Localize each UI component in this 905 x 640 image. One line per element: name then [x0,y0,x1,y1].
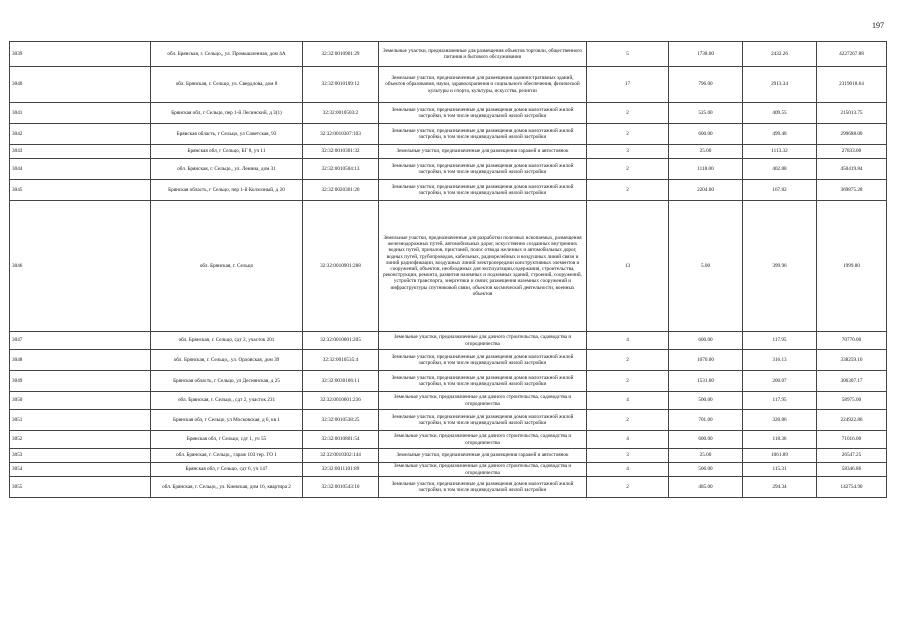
table-row [10,410,887,431]
address-cell: Брянская обл, г Сельцо, сдт 1, уч 55 [151,431,303,449]
cadastral-number-cell: 32:32:0010307:103 [303,124,379,145]
cadastral-number-cell: 32:32:0020301:20 [303,180,379,201]
category-code-cell: 2 [587,180,669,201]
land-use-cell: Земельные участки, предназначенные для размещения домов малоэтажной жилой застройки, в том числе индивидуальной жилой застройки [379,180,587,201]
cadastral-value-cell: 27833.00 [817,145,887,159]
cadastral-value-cell: 338259.10 [817,350,887,371]
address-cell: Брянская обл, г Сельцо, БГ 8, уч 11 [151,145,303,159]
cadastral-value-cell: 2319018.64 [817,67,887,103]
category-code-cell: 2 [587,103,669,124]
specific-value-cell: 294.34 [743,477,817,498]
category-code-cell: 3 [587,145,669,159]
table-row [10,371,887,392]
area-cell: 25.00 [669,145,743,159]
category-code-cell: 13 [587,201,669,332]
specific-value-cell: 200.07 [743,371,817,392]
cadastral-number-cell: 32:32:0010535:4 [303,350,379,371]
table-row [10,103,887,124]
specific-value-cell: 117.95 [743,332,817,350]
category-code-cell: 4 [587,392,669,410]
specific-value-cell: 499.48 [743,124,817,145]
specific-value-cell: 115.31 [743,463,817,477]
land-use-cell: Земельные участки, предназначенные для размещения домов малоэтажной жилой застройки, в том числе индивидуальной жилой застройки [379,371,587,392]
address-cell: обл. Брянская, г. Сельцо,, ул. Орловская, дом 39 [151,350,303,371]
address-cell: обл. Брянская, г. Сельцо,, сдт 2, участок 231 [151,392,303,410]
area-cell: 796.00 [669,67,743,103]
address-cell: обл. Брянская, г. Сельцо,, ул. Ленина, дом 31 [151,159,303,180]
land-use-cell: Земельные участки, предназначенные для дачного строительства, садоводства и огородничества [379,392,587,410]
land-use-cell: Земельные участки, предназначенные для разработки полезных ископаемых, размещения железнодорожных путей, автомобильных дорог, искусственно созданных внутренних водных путей, причалов, пристаней, полос отвода железных и автомобильных дорог, водных путей, трубопроводов, кабельных, радиорелейных и воздушных линий связи и линий радиофикации, воздушных линий электропередачи конструктивных элементов и сооружений, объектов, необходимых для эксплуатации,содержания, строительства, реконструкции, ремонта, развития наземных и подземных зданий, строений, сооружений, устройств транспорта, энергетики и связи; размещения наземных сооружений и инфраструктуры спутниковой связи, объектов космической деятельности, военных объектов [379,201,587,332]
table-row [10,449,887,463]
area-cell: 600.00 [669,332,743,350]
land-registry-table [9,41,887,498]
category-code-cell: 2 [587,124,669,145]
cadastral-value-cell: 71016.00 [817,431,887,449]
table-row [10,350,887,371]
row-number: 3049 [10,371,151,392]
specific-value-cell: 320.86 [743,410,817,431]
row-number: 3051 [10,410,151,431]
land-use-cell: Земельные участки, предназначенные для размещения объектов торговли, общественного питания и бытового обслуживания [379,42,587,67]
row-number: 3048 [10,350,151,371]
cadastral-number-cell: 32:32:0010301:32 [303,145,379,159]
address-cell: Брянская область, г Сельцо, ул Деснянская, д 25 [151,371,303,392]
row-number: 3053 [10,449,151,463]
area-cell: 1118.00 [669,159,743,180]
area-cell: 525.00 [669,103,743,124]
address-cell: обл. Брянская, г. Сельцо,, ул. Киевская, дом 16, квартира 2 [151,477,303,498]
area-cell: 600.00 [669,431,743,449]
cadastral-number-cell: 32:32:0030106:11 [303,371,379,392]
specific-value-cell: 316.13 [743,350,817,371]
row-number: 3043 [10,145,151,159]
category-code-cell: 5 [587,42,669,67]
area-cell: 485.00 [669,477,743,498]
category-code-cell: 2 [587,159,669,180]
land-use-cell: Земельные участки, предназначенные для дачного строительства, садоводства и огородничества [379,332,587,350]
cadastral-number-cell: 32:32:0011101:89 [303,463,379,477]
specific-value-cell: 1113.32 [743,145,817,159]
cadastral-number-cell: 32:32:0010901:288 [303,201,379,332]
cadastral-value-cell: 58975.00 [817,392,887,410]
category-code-cell: 3 [587,449,669,463]
land-use-cell: Земельные участки, предназначенные для дачного строительства, садоводства и огородничества [379,431,587,449]
area-cell: 5.00 [669,201,743,332]
address-cell: Брянская обл, г Сельцо, сдт 6, уч 147 [151,463,303,477]
cadastral-number-cell: 32:32:0010801:54 [303,431,379,449]
row-number: 3044 [10,159,151,180]
address-cell: обл. Брянская, г. Сельцо,, ул. Промышленная, дом 4А [151,42,303,67]
category-code-cell: 2 [587,410,669,431]
address-cell: Брянская обл, г Сельцо, ул Московская, д 6, кв 1 [151,410,303,431]
row-number: 3041 [10,103,151,124]
specific-value-cell: 118.36 [743,431,817,449]
area-cell: 500.00 [669,392,743,410]
cadastral-number-cell: 32:32:0010302:144 [303,449,379,463]
address-cell: обл. Брянская, г. Сельцо,, гараж 103 тер. ГО 1 [151,449,303,463]
area-cell: 600.00 [669,124,743,145]
area-cell: 25.00 [669,449,743,463]
table-row [10,431,887,449]
table-row [10,477,887,498]
cadastral-number-cell: 32:32:0010109:12 [303,67,379,103]
land-use-cell: Земельные участки, предназначенные для размещения домов малоэтажной жилой застройки, в том числе индивидуальной жилой застройки [379,159,587,180]
table-row [10,159,887,180]
cadastral-number-cell: 32:32:0010601:205 [303,332,379,350]
cadastral-value-cell: 142754.90 [817,477,887,498]
page-number: 197 [872,21,884,30]
specific-value-cell: 117.95 [743,392,817,410]
cadastral-number-cell: 32:32:0010601:236 [303,392,379,410]
address-cell: обл. Брянская, г. Сельцо, сдт 2, участок 201 [151,332,303,350]
cadastral-value-cell: 224922.86 [817,410,887,431]
table-row [10,392,887,410]
category-code-cell: 2 [587,477,669,498]
specific-value-cell: 399.96 [743,201,817,332]
land-use-cell: Земельные участки, предназначенные для размещения домов малоэтажной жилой застройки, в том числе индивидуальной жилой застройки [379,124,587,145]
row-number: 3042 [10,124,151,145]
land-use-cell: Земельные участки, предназначенные для размещения домов малоэтажной жилой застройки, в том числе индивидуальной жилой застройки [379,477,587,498]
row-number: 3046 [10,201,151,332]
row-number: 3039 [10,42,151,67]
row-number: 3040 [10,67,151,103]
land-use-cell: Земельные участки, предназначенные для размещения гаражей и автостоянок [379,449,587,463]
address-cell: Брянская область, г Сельцо, пер 1-й Колхозный, д 20 [151,180,303,201]
category-code-cell: 17 [587,67,669,103]
cadastral-value-cell: 1999.80 [817,201,887,332]
cadastral-value-cell: 450419.84 [817,159,887,180]
category-code-cell: 2 [587,371,669,392]
table-row [10,180,887,201]
area-cell: 2204.00 [669,180,743,201]
address-cell: обл. Брянская, г. Сельцо, ул. Свердлова, дом 8 [151,67,303,103]
area-cell: 701.00 [669,410,743,431]
cadastral-value-cell: 26547.25 [817,449,887,463]
row-number: 3054 [10,463,151,477]
cadastral-value-cell: 58346.86 [817,463,887,477]
specific-value-cell: 402.88 [743,159,817,180]
row-number: 3045 [10,180,151,201]
area-cell: 506.00 [669,463,743,477]
cadastral-value-cell: 306307.17 [817,371,887,392]
row-number: 3052 [10,431,151,449]
area-cell: 1738.00 [669,42,743,67]
specific-value-cell: 2432.26 [743,42,817,67]
row-number: 3050 [10,392,151,410]
cadastral-number-cell: 32:32:0010538:25 [303,410,379,431]
land-use-cell: Земельные участки, предназначенные для размещения домов малоэтажной жилой застройки, в том числе индивидуальной жилой застройки [379,410,587,431]
area-cell: 1531.00 [669,371,743,392]
category-code-cell: 4 [587,463,669,477]
cadastral-value-cell: 369875.28 [817,180,887,201]
row-number: 3047 [10,332,151,350]
table-row [10,145,887,159]
land-use-cell: Земельные участки, предназначенные для размещения домов малоэтажной жилой застройки, в том числе индивидуальной жилой застройки [379,103,587,124]
category-code-cell: 2 [587,350,669,371]
cadastral-number-cell: 32:32:0010543:10 [303,477,379,498]
table-row [10,42,887,67]
category-code-cell: 4 [587,332,669,350]
cadastral-number-cell: 32:32:0010503:2 [303,103,379,124]
specific-value-cell: 167.82 [743,180,817,201]
row-number: 3055 [10,477,151,498]
table-row [10,463,887,477]
land-use-cell: Земельные участки, предназначенные для размещения домов малоэтажной жилой застройки, в том числе индивидуальной жилой застройки [379,350,587,371]
specific-value-cell: 1061.89 [743,449,817,463]
table-row [10,67,887,103]
cadastral-number-cell: 32:32:0010901:29 [303,42,379,67]
table-row [10,332,887,350]
address-cell: Брянская обл, г Сельцо, пер 1-й Лесинский, д 3(1) [151,103,303,124]
cadastral-number-cell: 32:32:0010504:13 [303,159,379,180]
specific-value-cell: 409.55 [743,103,817,124]
address-cell: обл. Брянская, г. Сельцо [151,201,303,332]
address-cell: Брянская область, г Сельцо, ул Советская, 93 [151,124,303,145]
table-row [10,201,887,332]
land-use-cell: Земельные участки, предназначенные для размещения административных зданий, объектов образования, науки, здравоохранения и социального обеспечения, физической культуры и спорта, культуры, искусства, религии [379,67,587,103]
cadastral-value-cell: 70770.00 [817,332,887,350]
registry-body [10,42,887,498]
land-use-cell: Земельные участки, предназначенные для размещения гаражей и автостоянок [379,145,587,159]
table-row [10,124,887,145]
land-use-cell: Земельные участки, предназначенные для дачного строительства, садоводства и огородничества [379,463,587,477]
area-cell: 1070.00 [669,350,743,371]
cadastral-value-cell: 299688.00 [817,124,887,145]
cadastral-value-cell: 4227267.88 [817,42,887,67]
cadastral-value-cell: 215013.75 [817,103,887,124]
category-code-cell: 4 [587,431,669,449]
specific-value-cell: 2913.34 [743,67,817,103]
